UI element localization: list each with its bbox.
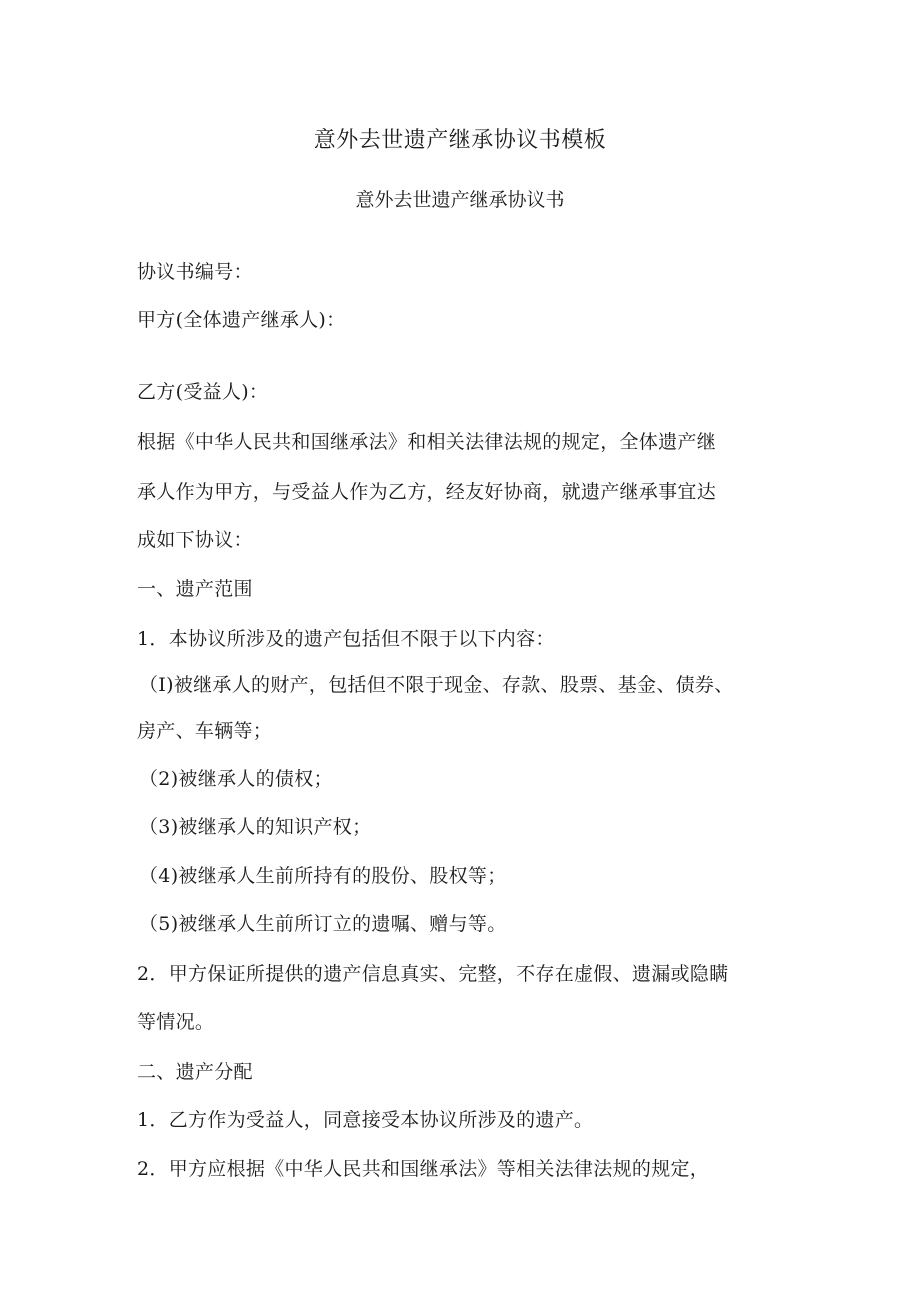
section1-sub-3: （3)被继承人的知识产权；	[139, 816, 372, 838]
section1-sub-2: （2)被继承人的债权；	[139, 768, 333, 790]
section1-sub-4: （4)被继承人生前所持有的股份、股权等；	[139, 865, 507, 887]
section1-item-2-line-2: 等情况。	[137, 1011, 215, 1033]
document-title: 意外去世遗产继承协议书模板	[313, 128, 607, 153]
section1-sub-5: （5)被继承人生前所订立的遗嘱、赠与等。	[139, 913, 507, 935]
agreement-number-label: 协议书编号：	[137, 261, 253, 283]
section1-sub-1-line-2: 房产、车辆等；	[137, 720, 273, 742]
section1-item-2-line-1: 2．甲方保证所提供的遗产信息真实、完整，不存在虚假、遗漏或隐瞒	[137, 963, 729, 985]
section2-item-1: 1．乙方作为受益人，同意接受本协议所涉及的遗产。	[137, 1109, 594, 1131]
section1-heading: 一、遗产范围	[137, 578, 253, 600]
preamble-line-1: 根据《中华人民共和国继承法》和相关法律法规的规定，全体遗产继	[137, 431, 717, 453]
section2-item-2: 2．甲方应根据《中华人民共和国继承法》等相关法律法规的规定，	[137, 1158, 710, 1180]
document-subtitle: 意外去世遗产继承协议书	[355, 189, 565, 211]
party-b-label: 乙方(受益人)：	[137, 381, 269, 403]
preamble-line-3: 成如下协议：	[137, 529, 253, 551]
preamble-line-2: 承人作为甲方，与受益人作为乙方，经友好协商，就遗产继承事宜达	[137, 481, 717, 503]
section1-sub-1-line-1: （I)被继承人的财产，包括但不限于现金、存款、股票、基金、债券、	[139, 674, 734, 696]
party-a-label: 甲方(全体遗产继承人)：	[137, 309, 346, 331]
section1-item-1: 1．本协议所涉及的遗产包括但不限于以下内容：	[137, 628, 555, 650]
section2-heading: 二、遗产分配	[137, 1061, 253, 1083]
